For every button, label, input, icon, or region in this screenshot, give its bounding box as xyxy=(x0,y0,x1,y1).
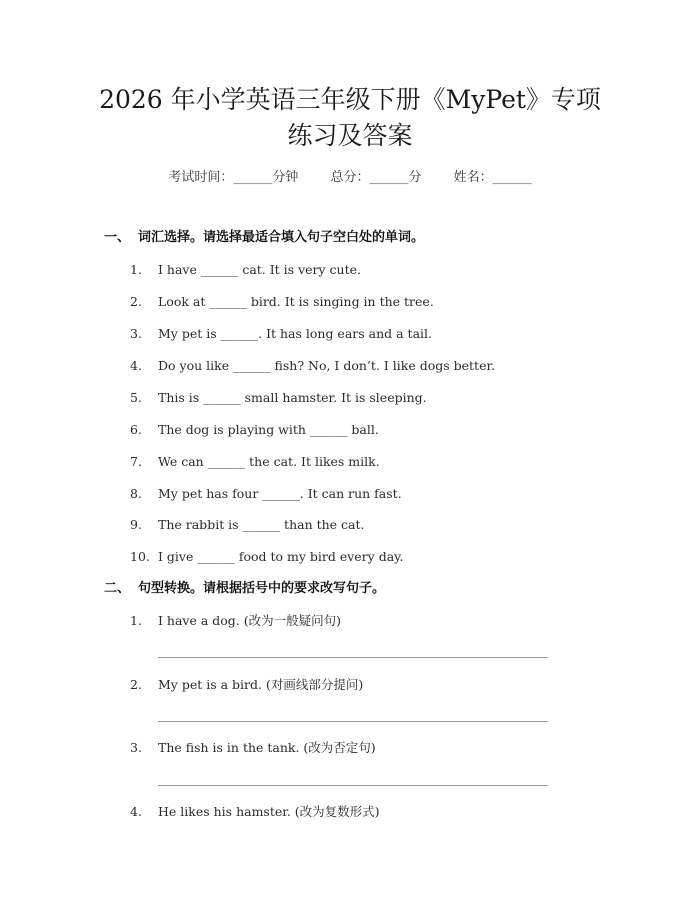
question-number: 4. xyxy=(130,358,142,373)
section-2-number: 二、 xyxy=(104,581,131,596)
question-text: The fish is in the tank. (改为否定句) xyxy=(158,740,376,755)
question-number: 1. xyxy=(130,262,142,277)
page-title-line-1: 2026 年小学英语三年级下册《MyPet》专项 xyxy=(99,85,601,114)
question-item xyxy=(130,739,376,757)
question-item xyxy=(130,485,402,503)
section-2-instruction: 句型转换。请根据括号中的要求改写句子。 xyxy=(138,581,386,596)
question-item xyxy=(130,803,380,821)
page-title-line-2: 练习及答案 xyxy=(287,121,413,150)
question-number: 5. xyxy=(130,390,142,405)
question-item xyxy=(130,293,434,311)
question-number: 4. xyxy=(130,804,142,819)
question-text: My pet is ______. It has long ears and a tail. xyxy=(158,326,432,341)
question-item xyxy=(130,453,380,471)
question-text: The dog is playing with ______ ball. xyxy=(158,422,379,437)
answer-line[interactable] xyxy=(158,721,548,722)
question-item xyxy=(130,516,365,534)
question-number: 8. xyxy=(130,486,142,501)
question-item xyxy=(130,548,404,566)
question-text: I have ______ cat. It is very cute. xyxy=(158,262,361,277)
question-text: This is ______ small hamster. It is sleeping. xyxy=(158,390,427,405)
section-2-heading xyxy=(104,580,385,598)
question-number: 7. xyxy=(130,454,142,469)
question-text: My pet has four ______. It can run fast. xyxy=(158,486,402,501)
question-text: Look at ______ bird. It is singing in the tree. xyxy=(158,294,434,309)
question-number: 10. xyxy=(130,549,150,564)
question-text: He likes his hamster. (改为复数形式) xyxy=(158,804,380,819)
answer-line[interactable] xyxy=(158,657,548,658)
section-1-instruction: 词汇选择。请选择最适合填入句子空白处的单词。 xyxy=(138,230,425,245)
answer-line[interactable] xyxy=(158,785,548,786)
question-number: 9. xyxy=(130,517,142,532)
question-item xyxy=(130,389,427,407)
question-item xyxy=(130,261,361,279)
exam-time-field: 考试时间：______分钟 xyxy=(168,170,299,185)
question-text: The rabbit is ______ than the cat. xyxy=(158,517,365,532)
question-number: 2. xyxy=(130,677,142,692)
question-text: My pet is a bird. (对画线部分提问) xyxy=(158,677,364,692)
question-text: I have a dog. (改为一般疑问句) xyxy=(158,613,342,628)
question-item xyxy=(130,325,432,343)
question-number: 3. xyxy=(130,740,142,755)
question-number: 3. xyxy=(130,326,142,341)
question-text: I give ______ food to my bird every day. xyxy=(158,549,404,564)
exam-info xyxy=(0,169,700,187)
question-text: Do you like ______ fish? No, I don’t. I like dogs better. xyxy=(158,358,496,373)
question-number: 1. xyxy=(130,613,142,628)
question-text: We can ______ the cat. It likes milk. xyxy=(158,454,380,469)
section-1-number: 一、 xyxy=(104,230,131,245)
question-item xyxy=(130,676,363,694)
question-number: 6. xyxy=(130,422,142,437)
question-number: 2. xyxy=(130,294,142,309)
question-item xyxy=(130,421,379,439)
question-item xyxy=(130,357,495,375)
question-item xyxy=(130,612,341,630)
student-name-field: 姓名：______ xyxy=(453,170,532,185)
section-1-heading xyxy=(104,229,424,247)
total-score-field: 总分：______分 xyxy=(330,170,422,185)
